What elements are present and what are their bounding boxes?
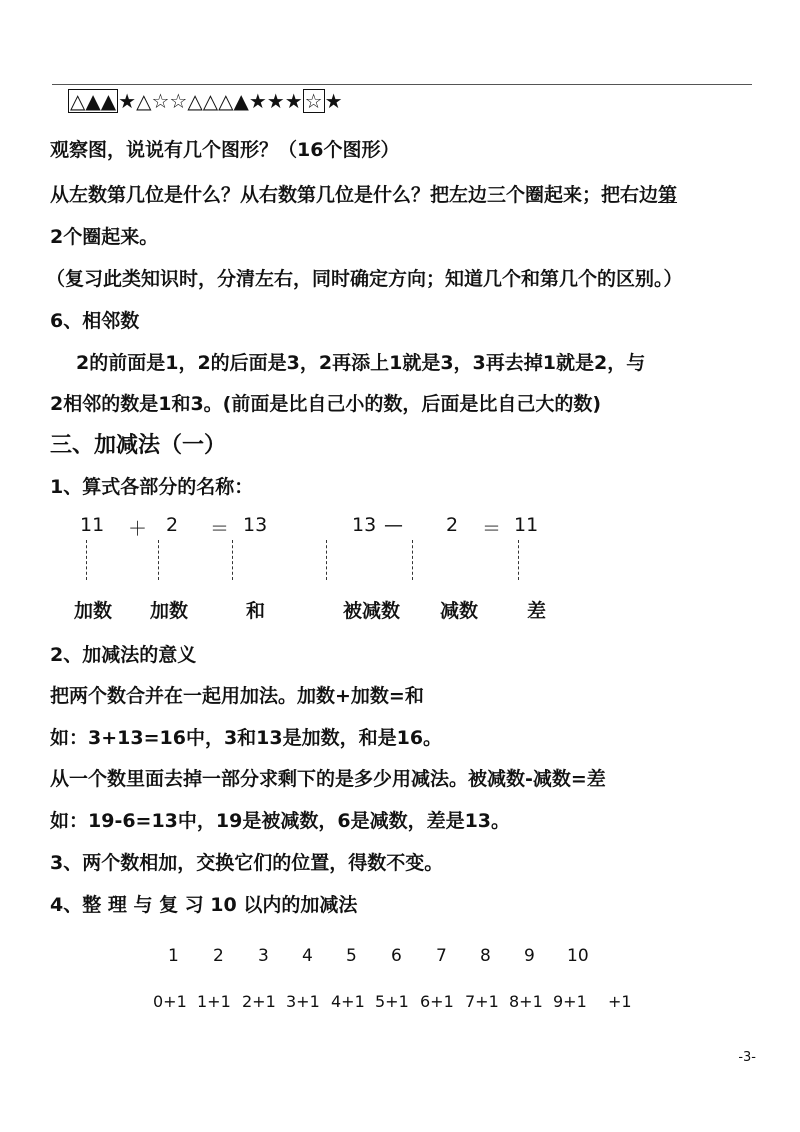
review-expression: 7+1 — [465, 992, 499, 1011]
connector-addend1 — [86, 540, 87, 580]
section-equation-parts: 1、算式各部分的名称： — [50, 476, 254, 498]
connector-sum — [232, 540, 233, 580]
add-operator: ＋ — [128, 518, 148, 540]
question-count-shapes: 观察图，说说有几个图形？（16个图形） — [50, 139, 400, 161]
label-addend2: 加数 — [150, 600, 189, 622]
review-number: 10 — [567, 946, 589, 966]
review-number: 5 — [346, 946, 357, 966]
addition-rule: 把两个数合并在一起用加法。加数+加数=和 — [50, 685, 424, 707]
section-review: 4、整 理 与 复 习 10 以内的加减法 — [50, 894, 358, 916]
connector-minuend — [326, 540, 327, 580]
label-subtrahend: 减数 — [440, 600, 479, 622]
connector-addend2 — [158, 540, 159, 580]
shape-sequence — [68, 89, 343, 113]
subtraction-rule: 从一个数里面去掉一部分求剩下的是多少用减法。被减数-减数=差 — [50, 768, 606, 790]
connector-subtrahend — [412, 540, 413, 580]
adjacent-explanation: 2的前面是1，2的后面是3，2再添上1就是3，3再去掉1就是2，与 — [76, 352, 646, 374]
add-equals: ＝ — [210, 518, 230, 540]
review-number: 4 — [302, 946, 313, 966]
review-expression: 3+1 — [286, 992, 320, 1011]
review-expression: 9+1 — [553, 992, 587, 1011]
review-expression: 6+1 — [420, 992, 454, 1011]
tail-shape: ★ — [324, 89, 343, 113]
review-number: 6 — [391, 946, 402, 966]
review-number: 1 — [168, 946, 179, 966]
label-difference: 差 — [527, 600, 547, 622]
review-expression: +1 — [608, 992, 632, 1011]
label-sum: 和 — [246, 600, 266, 622]
middle-shapes: ★△☆☆△△△▲★★★ — [118, 89, 303, 113]
review-expression: 4+1 — [331, 992, 365, 1011]
question-position-text: 从左数第几位是什么？从右数第几位是什么？把左边三个圈起来；把右边 — [50, 184, 659, 206]
chapter-heading: 三、加减法（一） — [50, 433, 227, 458]
section-adjacent-numbers: 6、相邻数 — [50, 310, 140, 332]
add-result: 13 — [243, 514, 268, 536]
review-expression: 8+1 — [509, 992, 543, 1011]
add-operand-b: 2 — [166, 514, 179, 536]
boxed-last-shape: ☆ — [304, 89, 323, 113]
question-position-cont: 2个圈起来。 — [50, 226, 159, 248]
commutative-rule: 3、两个数相加，交换它们的位置，得数不变。 — [50, 852, 444, 874]
connector-difference — [518, 540, 519, 580]
question-position — [50, 180, 677, 207]
label-addend1: 加数 — [74, 600, 113, 622]
review-expression: 2+1 — [242, 992, 276, 1011]
add-operand-a: 11 — [80, 514, 105, 536]
review-expression: 1+1 — [197, 992, 231, 1011]
review-number: 3 — [258, 946, 269, 966]
review-number: 9 — [524, 946, 535, 966]
review-note: （复习此类知识时，分清左右，同时确定方向；知道几个和第几个的区别。） — [46, 268, 683, 290]
boxed-first-shapes: △▲▲ — [70, 89, 117, 113]
review-expression: 5+1 — [375, 992, 409, 1011]
sub-operator: — — [384, 514, 403, 536]
sub-equals: ＝ — [482, 518, 502, 540]
adjacent-explanation-cont: 2相邻的数是1和3。(前面是比自己小的数，后面是比自己大的数) — [50, 393, 602, 415]
header-rule — [52, 84, 752, 85]
page-number: -3- — [738, 1050, 756, 1065]
sub-operand-b: 2 — [446, 514, 459, 536]
subtraction-example: 如：19-6=13中，19是被减数，6是减数，差是13。 — [50, 810, 511, 832]
addition-example: 如：3+13=16中，3和13是加数，和是16。 — [50, 727, 443, 749]
sub-result: 11 — [514, 514, 539, 536]
section-meaning: 2、加减法的意义 — [50, 644, 197, 666]
label-minuend: 被减数 — [343, 600, 401, 622]
review-number: 7 — [436, 946, 447, 966]
review-number: 2 — [213, 946, 224, 966]
question-position-underlined: 第 — [658, 184, 678, 206]
review-expression: 0+1 — [153, 992, 187, 1011]
sub-operand-a: 13 — [352, 514, 377, 536]
review-number: 8 — [480, 946, 491, 966]
